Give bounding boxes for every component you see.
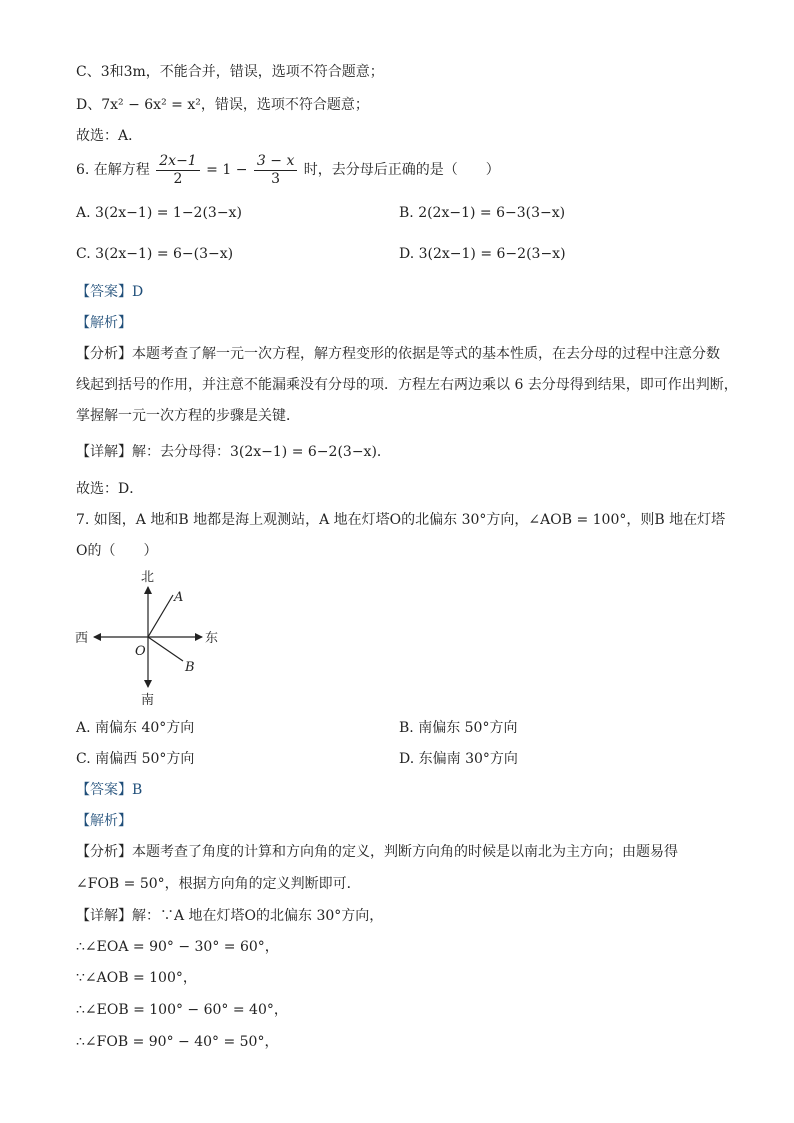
q7-analysis-line-1: 【分析】本题考查了角度的计算和方向角的定义，判断方向角的时候是以南北为主方向；由题易得 xyxy=(76,844,678,860)
q6-frac1-numerator: 2x−1 xyxy=(156,153,199,171)
label-north: 北 xyxy=(141,570,155,585)
q6-analysis-label: 【解析】 xyxy=(76,315,132,331)
question-7-stem-line-2: O的（ ） xyxy=(76,543,158,559)
q6-frac1-denominator: 2 xyxy=(173,170,183,187)
q6-prefix: 6. 在解方程 xyxy=(76,162,150,178)
ray-ob xyxy=(148,637,183,661)
q7-option-d[interactable]: D. 东偏南 30°方向 xyxy=(399,751,518,767)
label-point-b: B xyxy=(185,660,195,675)
q6-frac2-numerator: 3 − x xyxy=(254,153,297,171)
q6-option-d[interactable]: D. 3(2x−1) = 6−2(3−x) xyxy=(399,246,566,262)
question-6-stem xyxy=(76,152,500,188)
q7-detail-line-3: ∵∠AOB = 100°， xyxy=(76,970,197,986)
q6-suffix: 时，去分母后正确的是（ ） xyxy=(303,162,500,178)
q6-equals: = 1 − xyxy=(206,162,248,178)
ray-oa xyxy=(148,595,173,637)
q7-detail-line-1: 【详解】解：∵A 地在灯塔O的北偏东 30°方向， xyxy=(76,908,384,924)
prev-option-c-explanation: C、3和3m，不能合并，错误，选项不符合题意； xyxy=(76,64,384,80)
q6-answer: 【答案】D xyxy=(76,284,144,300)
q6-fraction-1 xyxy=(156,153,199,188)
q7-analysis-line-2: ∠FOB = 50°，根据方向角的定义判断即可． xyxy=(76,876,361,892)
q7-option-a[interactable]: A. 南偏东 40°方向 xyxy=(76,720,195,736)
prev-option-d-explanation: D、7x² − 6x² = x²，错误，选项不符合题意； xyxy=(76,97,369,113)
label-south: 南 xyxy=(141,693,155,708)
q6-analysis-line-1: 【分析】本题考查了解一元一次方程，解方程变形的依据是等式的基本性质，在去分母的过程中注意分数 xyxy=(76,346,720,362)
label-west: 西 xyxy=(75,631,89,646)
label-origin: O xyxy=(135,644,146,659)
q7-analysis-label: 【解析】 xyxy=(76,813,132,829)
q7-detail-line-4: ∴∠EOB = 100° − 60° = 40°， xyxy=(76,1002,288,1018)
q6-option-b[interactable]: B. 2(2x−1) = 6−3(3−x) xyxy=(399,205,566,221)
q7-detail-line-5: ∴∠FOB = 90° − 40° = 50°， xyxy=(76,1034,279,1050)
q7-option-b[interactable]: B. 南偏东 50°方向 xyxy=(399,720,518,736)
label-east: 东 xyxy=(205,631,219,646)
q6-frac2-denominator: 3 xyxy=(271,170,281,187)
q6-choice: 故选：D． xyxy=(76,481,144,497)
q6-analysis-line-3: 掌握解一元一次方程的步骤是关键． xyxy=(76,408,300,424)
compass-figure xyxy=(70,565,230,710)
q7-detail-line-2: ∴∠EOA = 90° − 30° = 60°， xyxy=(76,939,279,955)
q6-option-a[interactable]: A. 3(2x−1) = 1−2(3−x) xyxy=(76,205,242,221)
question-7-stem-line-1: 7. 如图，A 地和B 地都是海上观测站，A 地在灯塔O的北偏东 30°方向，∠AOB = 100°，则B 地在灯塔 xyxy=(76,512,726,528)
label-point-a: A xyxy=(174,590,184,605)
q7-option-c[interactable]: C. 南偏西 50°方向 xyxy=(76,751,195,767)
q6-fraction-2 xyxy=(254,153,297,188)
prev-answer-choice: 故选：A． xyxy=(76,128,143,144)
q6-detail: 【详解】解：去分母得：3(2x−1) = 6−2(3−x)． xyxy=(76,444,391,460)
q6-option-c[interactable]: C. 3(2x−1) = 6−(3−x) xyxy=(76,246,234,262)
q7-answer: 【答案】B xyxy=(76,782,143,798)
q6-analysis-line-2: 线起到括号的作用，并注意不能漏乘没有分母的项．方程左右两边乘以 6 去分母得到结果，即可作出判断， xyxy=(76,377,738,393)
